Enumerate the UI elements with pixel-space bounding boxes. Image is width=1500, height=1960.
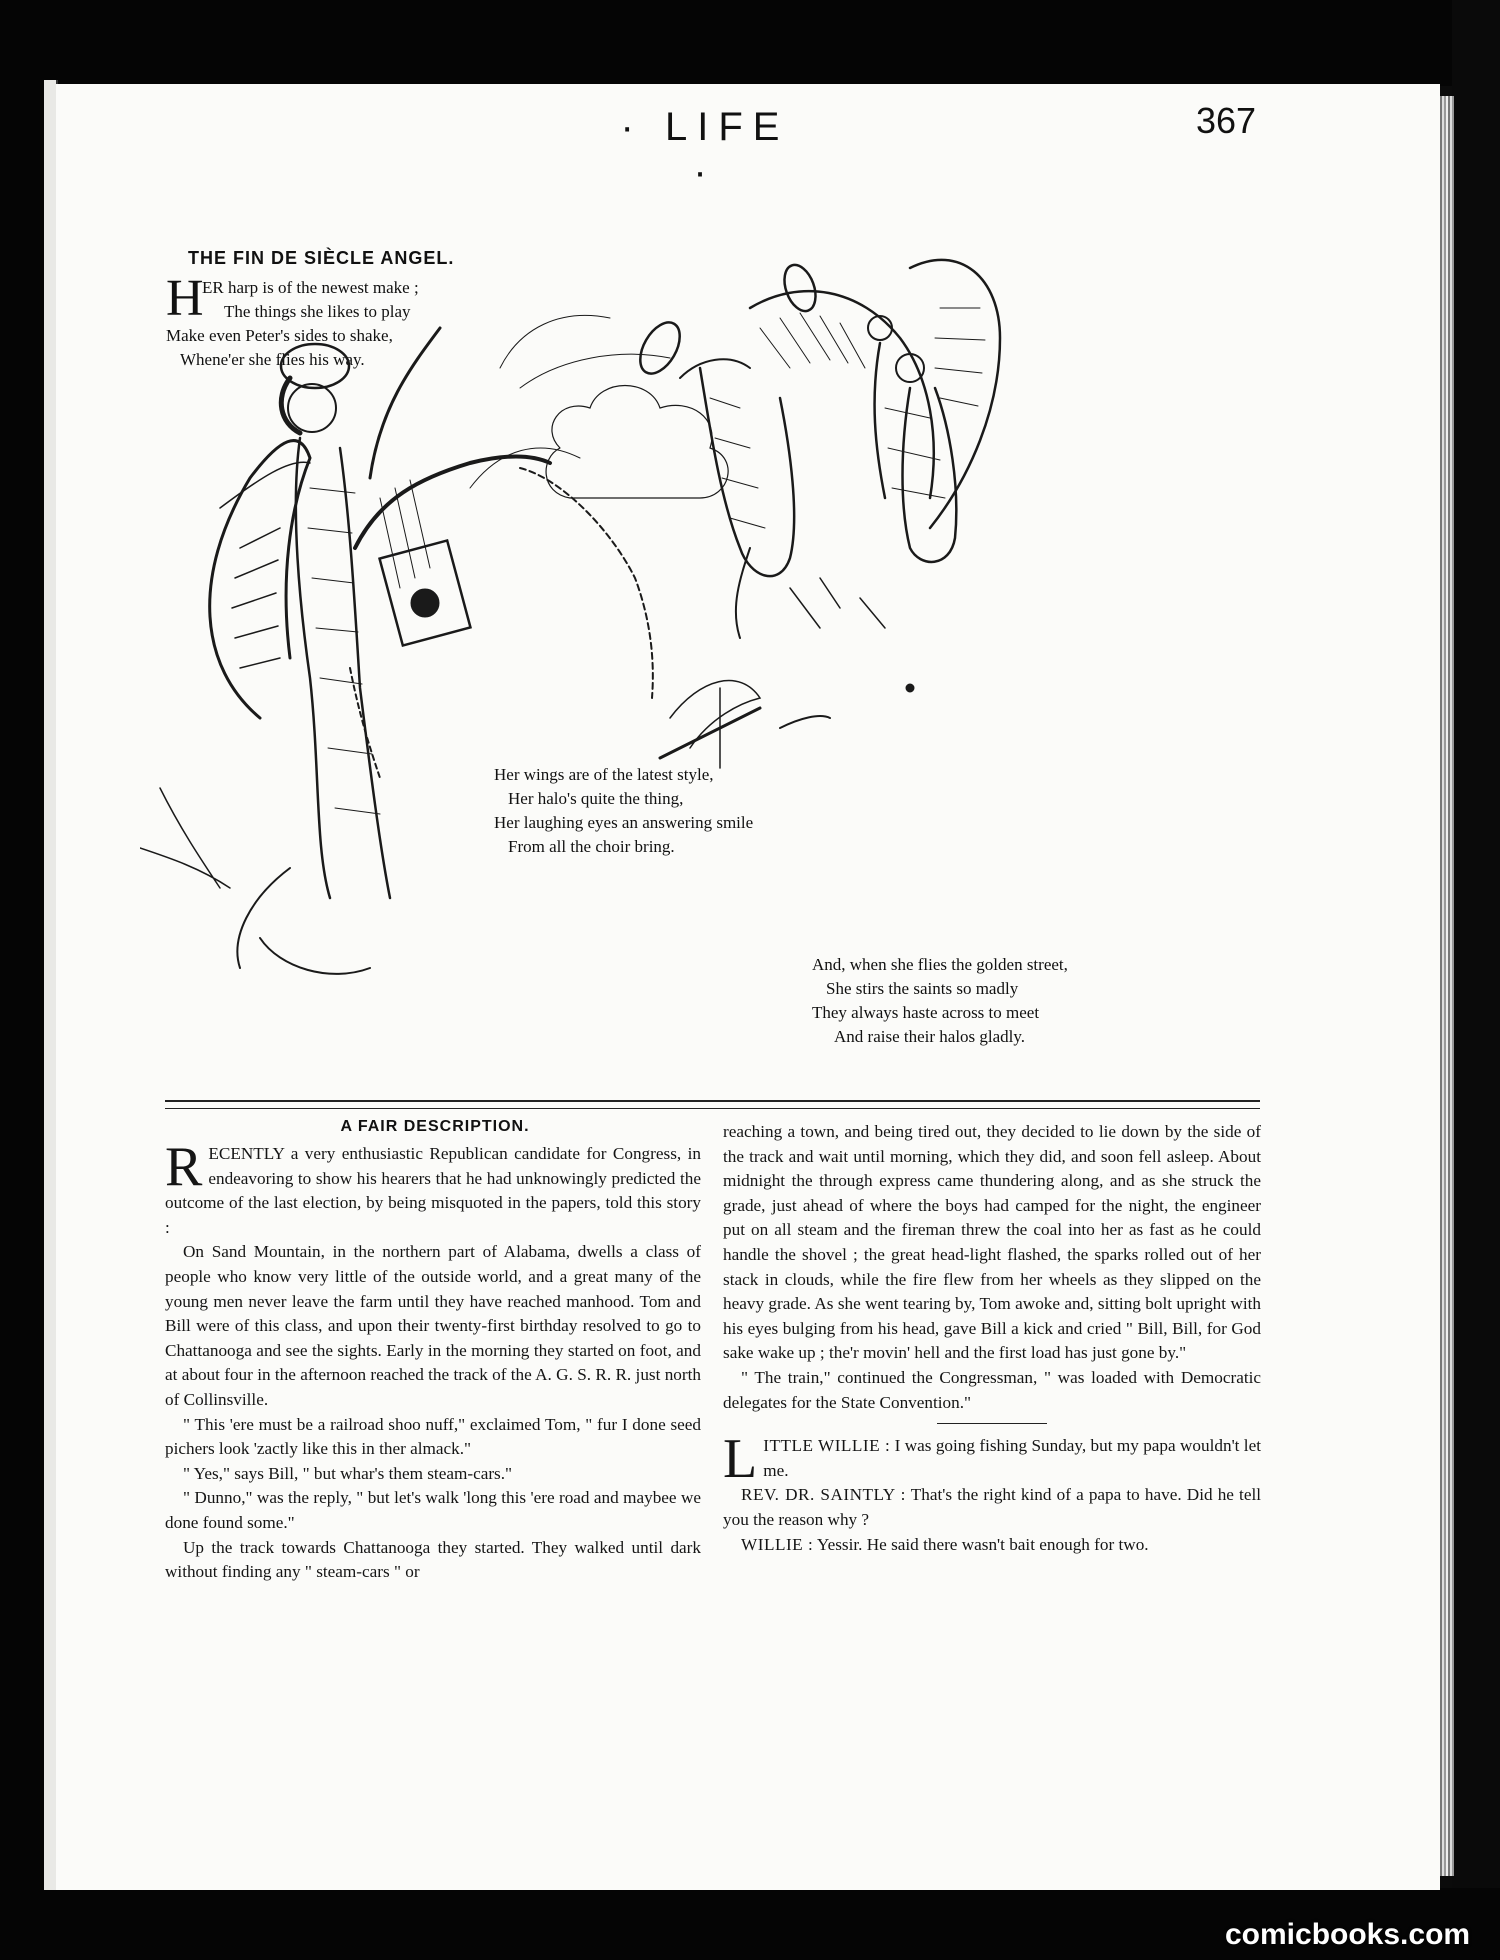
- page-number: 367: [1196, 100, 1257, 141]
- page-stack-edge: [1440, 96, 1454, 1876]
- article-paragraph: " The train," continued the Congressman, " was loaded with Democratic delegates for the State Convention.": [723, 1367, 1261, 1412]
- joke-line: WILLIE : Yessir. He said there wasn't bait enough for two.: [741, 1534, 1149, 1554]
- poem-stanza-2: [494, 763, 753, 859]
- joke-divider: [937, 1423, 1047, 1424]
- poem-line: Make even Peter's sides to shake,: [166, 326, 393, 345]
- poem-title: THE FIN DE SIÈCLE ANGEL.: [188, 248, 455, 268]
- angel-illustration: [140, 248, 1270, 1088]
- right-angel-body: [875, 343, 957, 562]
- poem-line: Her halo's quite the thing,: [508, 789, 684, 808]
- article-dropcap: R: [165, 1136, 203, 1198]
- scan-border-right: [1452, 0, 1500, 1960]
- cloud: [546, 386, 728, 499]
- joke-line: REV. DR. SAINTLY : That's the right kind of a papa to have. Did he tell you the reason why ?: [723, 1485, 1262, 1529]
- poem-line: They always haste across to meet: [812, 1003, 1040, 1022]
- scan-border-top: [0, 0, 1500, 86]
- poem-line: Her laughing eyes an answering smile: [494, 813, 754, 832]
- middle-angel-wing: [750, 291, 934, 498]
- joke-dropcap: L: [723, 1428, 758, 1491]
- chain: [520, 468, 653, 698]
- poem-stanza-3: [812, 953, 1068, 1049]
- article-paragraph: Up the track towards Chattanooga they started. They walked until dark without finding any " steam-cars " or: [165, 1537, 701, 1582]
- poem-line: Whene'er she flies his way.: [180, 350, 365, 369]
- left-angel-gown: [296, 438, 390, 898]
- poem-line: Her wings are of the latest style,: [494, 765, 714, 784]
- poem-line: The things she likes to play: [224, 302, 411, 321]
- poem-line: ER harp is of the newest make ;: [202, 278, 419, 297]
- article-title: A FAIR DESCRIPTION.: [340, 1118, 530, 1135]
- poem-line: And, when she flies the golden street,: [812, 955, 1068, 974]
- article-column-right: [723, 1120, 1261, 1557]
- article-paragraph: " Yes," says Bill, " but whar's them steam-cars.": [183, 1463, 513, 1483]
- article-paragraph: " Dunno," was the reply, " but let's walk 'long this 'ere road and maybee we done found some.": [165, 1488, 701, 1532]
- right-angel-halo: [779, 261, 822, 316]
- section-divider: [165, 1100, 1260, 1109]
- left-angel-head: [288, 384, 336, 432]
- left-angel-halo: [281, 344, 349, 388]
- poem-line: She stirs the saints so madly: [826, 979, 1019, 998]
- middle-angel-halo: [632, 316, 688, 380]
- article-column-left: [165, 1136, 701, 1585]
- article-paragraph: reaching a town, and being tired out, they decided to lie down by the side of the track and wait until morning, which they did, and soon fell asleep. About midnight the through express came thundering along, and as she struck the grade, just ahead of where the boys had camped for the night, the engineer put on all steam and the fireman threw the coal into her as fast as he could handle the shovel ; the great head-light flashed, the sparks rolled out of her stack in clouds, while the fire flew from her wheels as they slipped on the heavy grade. As she went tearing by, Tom awoke and, sitting bolt upright with his eyes bulging from his head, gave Bill a kick and cried " Bill, Bill, for God sake wake up ; the'r movin' hell and the first load has just gone by.": [723, 1122, 1261, 1363]
- poem-line: From all the choir bring.: [508, 837, 675, 856]
- article-paragraph: RECENTLY a very enthusiastic Republican candidate for Congress, in endeavoring to show his hearers that he had unknowingly predicted the outcome of the last election, by being misquoted in the papers, told this story :: [165, 1136, 701, 1237]
- watermark: comicbooks.com: [1225, 1918, 1471, 1951]
- article-paragraph: " This 'ere must be a railroad shoo nuff," exclaimed Tom, " fur I done seed pichers look 'zactly like this in ther almack.": [165, 1414, 701, 1459]
- poem-dropcap: H: [166, 270, 204, 327]
- poem-line: And raise their halos gladly.: [834, 1027, 1026, 1046]
- masthead: · LIFE ·: [620, 105, 790, 194]
- article-paragraph: On Sand Mountain, in the northern part of Alabama, dwells a class of people who know very little of the outside world, and a great many of the young men never leave the farm until they have reached manhood. Tom and Bill were of this class, and upon their twenty-first birthday resolved to go to Chattanooga and see the sights. Early in the morning they started on foot, and at about four in the afternoon reached the track of the A. G. S. R. R. just north of Collinsville.: [165, 1242, 701, 1409]
- harp-frame: [370, 328, 440, 478]
- joke-line: LITTLE WILLIE : I was going fishing Sunday, but my papa wouldn't let me.: [723, 1428, 1261, 1491]
